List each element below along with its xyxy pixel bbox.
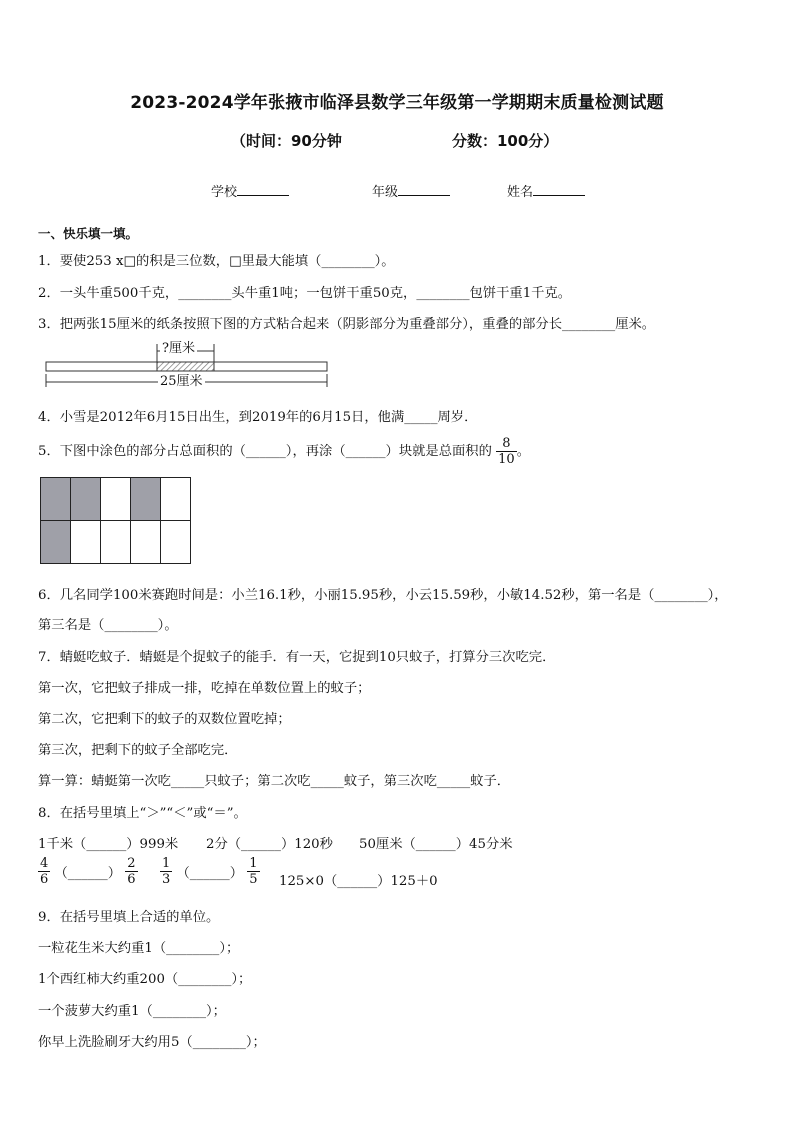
compare-min-sec: 2分（______）120秒	[206, 837, 333, 852]
question-5	[38, 436, 530, 467]
question-7-calc: 算一算：蜻蜓第一次吃_____只蚊子；第二次吃_____蚊子，第三次吃_____蚊子．	[38, 774, 511, 789]
name-label: 姓名	[507, 185, 534, 200]
school-field[interactable]	[211, 181, 289, 200]
fraction-denominator: 10	[498, 452, 515, 467]
page-title: 2023-2024学年张掖市临泽县数学三年级第一学期期末质量检测试题	[130, 93, 664, 113]
grid-cell	[161, 521, 191, 564]
grid-cell	[131, 521, 161, 564]
grid-cell-shaded	[41, 521, 71, 564]
question-9-tomato: 1个西红柿大约重200（________）；	[38, 972, 252, 987]
fraction-right	[125, 856, 137, 887]
grade-blank[interactable]	[398, 182, 450, 196]
question-5-end: 。	[516, 444, 530, 459]
grid-cell	[71, 521, 101, 564]
compare-fraction-1	[38, 856, 138, 887]
question-5-text: 5．下图中涂色的部分占总面积的（______），再涂（______）块就是总面积的	[38, 444, 492, 459]
question-9: 9．在括号里填上合适的单位。	[38, 910, 220, 925]
compare-fraction-2	[160, 856, 260, 887]
school-blank[interactable]	[237, 182, 289, 196]
question-2: 2．一头牛重500千克，________头牛重1吨；一包饼干重50克，________包饼干重1千克。	[38, 286, 572, 301]
grid-cell	[101, 521, 131, 564]
question-6-cont: 第三名是（________）。	[38, 618, 178, 633]
overlap-length-label: ?厘米	[162, 341, 195, 356]
fraction-right	[247, 856, 259, 887]
question-9-pineapple: 一个菠萝大约重1（________）；	[38, 1004, 226, 1019]
grid-cell	[101, 478, 131, 521]
fraction-numerator: 4	[40, 856, 49, 871]
name-field[interactable]	[507, 181, 585, 200]
compare-blank: （______）	[54, 866, 121, 881]
question-6: 6．几名同学100米赛跑时间是：小兰16.1秒，小丽15.95秒，小云15.59秒，小敏14.52秒，第一名是（________），	[38, 588, 728, 603]
grid-cell-shaded	[131, 478, 161, 521]
question-7: 7．蜻蜓吃蚊子．蜻蜓是个捉蚊子的能手．有一天，它捉到10只蚊子，打算分三次吃完．	[38, 650, 556, 665]
fraction-numerator: 1	[249, 856, 258, 871]
question-1: 1．要使253 x□的积是三位数，□里最大能填（________）。	[38, 254, 395, 269]
total-length-label: 25厘米	[160, 374, 203, 389]
school-label: 学校	[211, 185, 238, 200]
compare-cm-dm: 50厘米（______）45分米	[359, 837, 513, 852]
compare-km-m: 1千米（______）999米	[38, 837, 179, 852]
question-7-step1: 第一次，它把蚊子排成一排，吃掉在单数位置上的蚊子；	[38, 681, 371, 696]
question-3: 3．把两张15厘米的纸条按照下图的方式粘合起来（阴影部分为重叠部分），重叠的部分长________厘米。	[38, 317, 656, 332]
fraction-left	[160, 856, 172, 887]
question-9-wash: 你早上洗脸刷牙大约用5（________）；	[38, 1035, 266, 1050]
fraction-denominator: 6	[40, 872, 49, 887]
grid-cell-shaded	[71, 478, 101, 521]
fraction-denominator: 6	[127, 872, 136, 887]
question-8: 8．在括号里填上“＞”“＜”或“＝”。	[38, 806, 247, 821]
fraction-denominator: 3	[162, 872, 171, 887]
compare-multiply-add: 125×0（______）125＋0	[279, 874, 438, 889]
fraction-denominator: 5	[249, 872, 258, 887]
question-9-peanut: 一粒花生米大约重1（________）；	[38, 941, 240, 956]
fraction-left	[38, 856, 50, 887]
question-7-step3: 第三次，把剩下的蚊子全部吃完．	[38, 743, 238, 758]
fraction-numerator: 8	[496, 436, 517, 452]
grade-field[interactable]	[372, 181, 450, 200]
name-blank[interactable]	[533, 182, 585, 196]
overlap-shaded-region	[157, 362, 214, 371]
fraction-8-10	[496, 436, 517, 467]
fraction-numerator: 1	[162, 856, 171, 871]
grade-label: 年级	[372, 185, 399, 200]
grid-cell	[161, 478, 191, 521]
shaded-grid	[40, 477, 191, 564]
compare-blank: （______）	[176, 866, 243, 881]
exam-score: 分数：100分）	[452, 132, 559, 150]
fraction-numerator: 2	[127, 856, 136, 871]
section-heading: 一、快乐填一填。	[38, 226, 139, 241]
exam-time: （时间：90分钟	[231, 132, 342, 150]
question-4: 4．小雪是2012年6月15日出生，到2019年的6月15日，他满_____周岁．	[38, 410, 478, 425]
question-7-step2: 第二次，它把剩下的蚊子的双数位置吃掉；	[38, 712, 291, 727]
grid-cell-shaded	[41, 478, 71, 521]
